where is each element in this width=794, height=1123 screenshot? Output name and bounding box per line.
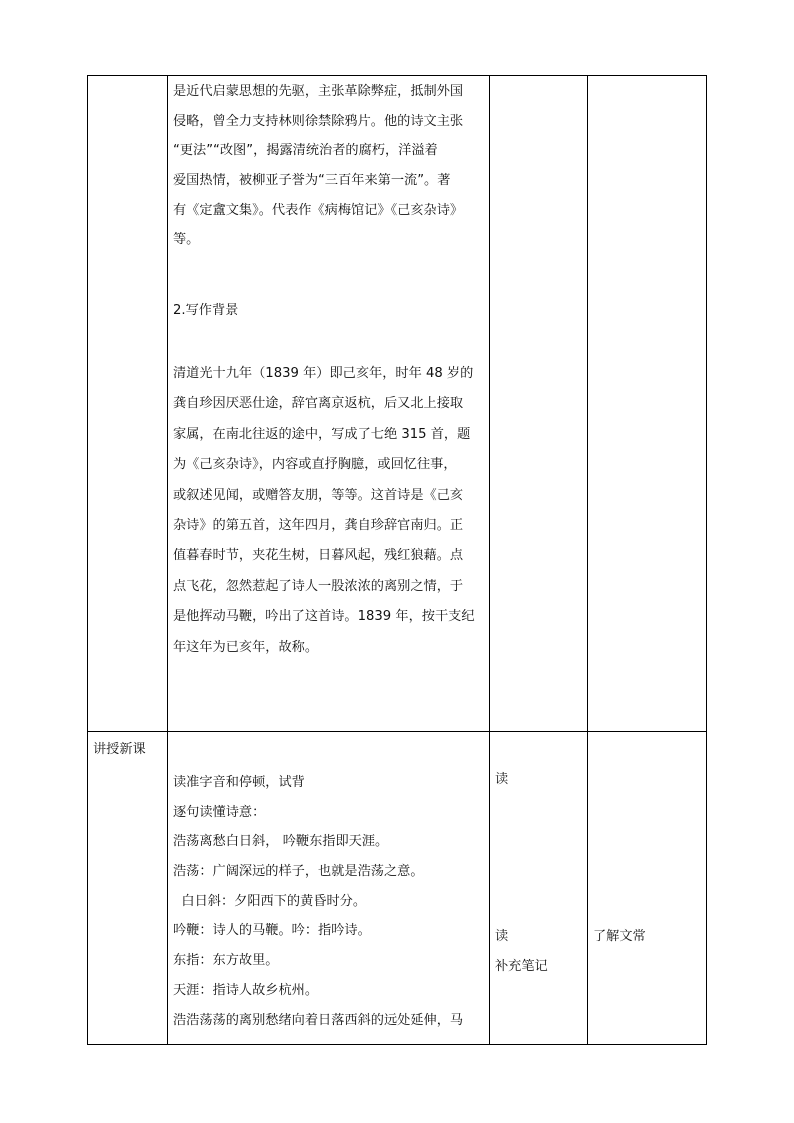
design-intent: 了解文常 bbox=[593, 929, 646, 944]
text-line: 白日斜：夕阳西下的黄昏时分。 bbox=[173, 893, 367, 909]
text-line: 逐句读懂诗意： bbox=[173, 804, 266, 820]
text-line: 浩浩荡荡的离别愁绪向着日落西斜的远处延伸，马 bbox=[173, 1012, 464, 1028]
student-activity-read: 读 bbox=[495, 929, 509, 944]
section-heading-writing-background: 2.写作背景 bbox=[173, 303, 239, 318]
text-line: 是他挥动马鞭，吟出了这首诗。1839 年，按干支纪 bbox=[173, 609, 475, 625]
author-bio-paragraph bbox=[173, 77, 485, 255]
text-line: 龚自珍因厌恶仕途，辞官离京返杭，后又北上接取 bbox=[173, 396, 464, 412]
text-line: 东指：东方故里。 bbox=[173, 953, 279, 969]
column-divider-2 bbox=[489, 75, 490, 1045]
text-line: 清道光十九年（1839 年）即己亥年，时年 48 岁的 bbox=[173, 366, 474, 381]
table-left-border bbox=[87, 75, 88, 1045]
text-line: 等。 bbox=[173, 232, 200, 248]
student-activity-notes: 补充笔记 bbox=[495, 959, 548, 974]
student-activity-read: 读 bbox=[495, 772, 509, 787]
text-line: 吟鞭：诗人的马鞭。吟：指吟诗。 bbox=[173, 923, 371, 939]
text-line: 天涯：指诗人故乡杭州。 bbox=[173, 982, 319, 998]
text-line: 是近代启蒙思想的先驱，主张革除弊症，抵制外国 bbox=[173, 84, 464, 99]
section-label-new-lesson: 讲授新课 bbox=[93, 742, 146, 757]
text-line: 侵略，曾全力支持林则徐禁除鸦片。他的诗文主张 bbox=[173, 113, 464, 129]
table-bottom-border bbox=[87, 1044, 707, 1045]
text-line: 浩荡离愁白日斜， 吟鞭东指即天涯。 bbox=[173, 834, 389, 850]
text-line: 家属，在南北往返的途中，写成了七绝 315 首，题 bbox=[173, 426, 471, 442]
text-line: 或叙述见闻，或赠答友朋，等等。这首诗是《己亥 bbox=[173, 487, 464, 503]
table-top-border bbox=[87, 75, 707, 76]
text-line: 值暮春时节，夹花生树，日暮风起，残红狼藉。点 bbox=[173, 548, 464, 564]
text-line: 浩荡：广阔深远的样子，也就是浩荡之意。 bbox=[173, 864, 424, 880]
text-line: 为《己亥杂诗》，内容或直抒胸臆，或回忆往事， bbox=[173, 457, 457, 473]
text-line: 爱国热情，被柳亚子誉为“三百年来第一流”。著 bbox=[173, 173, 451, 189]
text-line: 点飞花，忽然惹起了诗人一股浓浓的离别之情，于 bbox=[173, 578, 464, 594]
column-divider-3 bbox=[587, 75, 588, 1045]
text-line: “更法”“改图”，揭露清统治者的腐朽，洋溢着 bbox=[173, 143, 438, 159]
text-line: 读准字音和停顿，试背 bbox=[173, 775, 305, 790]
writing-background-paragraph bbox=[173, 359, 485, 663]
table-right-border bbox=[706, 75, 707, 1045]
lesson-content bbox=[173, 768, 485, 1035]
text-line: 年这年为已亥年，故称。 bbox=[173, 639, 319, 655]
column-divider-1 bbox=[167, 75, 168, 1045]
text-line: 杂诗》的第五首，这年四月，龚自珍辞官南归。正 bbox=[173, 517, 464, 533]
row-divider bbox=[87, 731, 707, 732]
text-line: 有《定盦文集》。代表作《病梅馆记》《己亥杂诗》 bbox=[173, 202, 464, 218]
